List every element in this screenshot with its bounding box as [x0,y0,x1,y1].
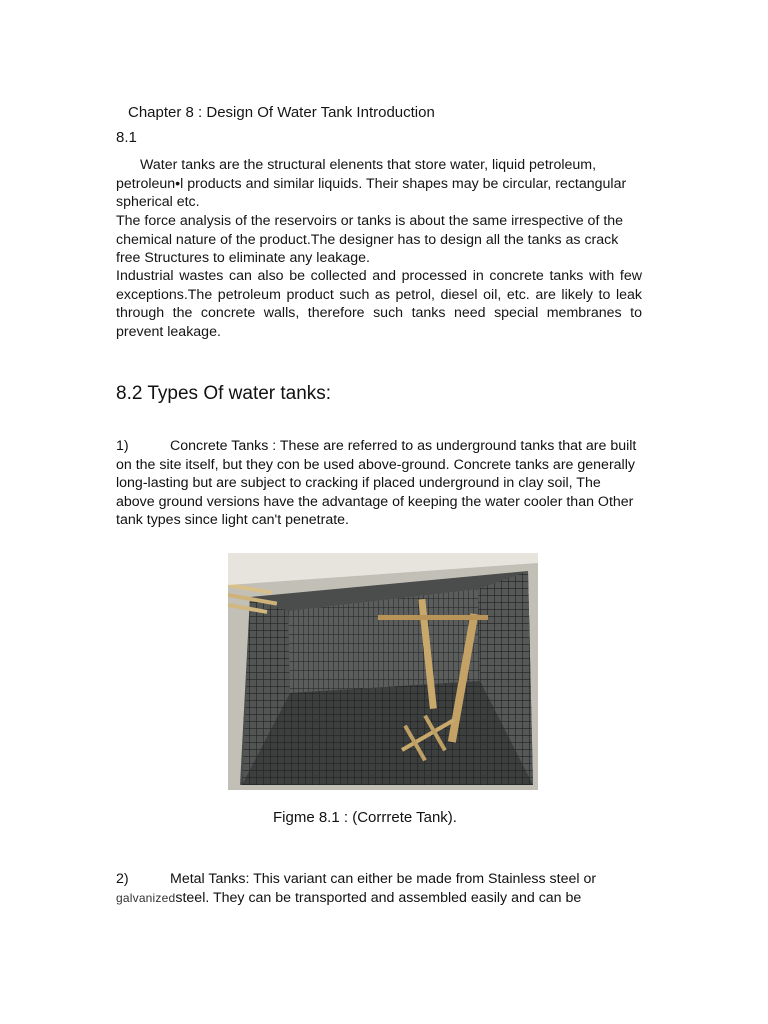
section-number: 8.1 [116,129,137,146]
list-item [116,870,642,907]
intro-paragraph-3: Industrial wastes can also be collected and processed in concrete tanks with few exceptions.The petroleum product such as petrol, diesel oil, etc. are likely to leak through the concrete walls, therefore such tanks need special membranes to prevent leakage. [116,268,642,340]
section-heading: 8.2 Types Of water tanks: [116,383,332,404]
list-item-number: 2) [116,871,129,887]
concrete-tank-photo [228,553,538,790]
list-item-number: 1) [116,438,129,454]
list-item-text: Concrete Tanks : These are referred to as underground tanks that are built on the site itself, but they con be used above-ground. Concrete tanks are generally long-lasting but are subject to cracking if placed underground in clay soil, The above ground versions have the advantage of keeping the water cooler than Other tank types since light can't penetrate. [116,438,637,528]
figure-caption: Figme 8.1 : (Corrrete Tank). [273,809,457,826]
chapter-title: Chapter 8 : Design Of Water Tank Introduction [128,104,435,121]
concrete-tank-photo-icon [228,553,538,790]
list-item [116,437,642,530]
intro-paragraph-1: Water tanks are the structural elenents that store water, liquid petroleum, petroleun•l products and similar liquids. Their shapes may be circular, rectangular spherical etc. [116,157,627,210]
list-item-text: Metal Tanks: This variant can either be made from Stainless steel or [170,871,597,887]
list-item-text-continued: steel. They can be transported and assembled easily and can be [175,889,582,906]
inline-handwritten-word: galvanized [116,890,176,905]
intro-paragraph-2: The force analysis of the reservoirs or tanks is about the same irrespective of the chemical nature of the product.The designer has to design all the tanks as crack free Structures to eliminate any leakage. [116,213,624,266]
